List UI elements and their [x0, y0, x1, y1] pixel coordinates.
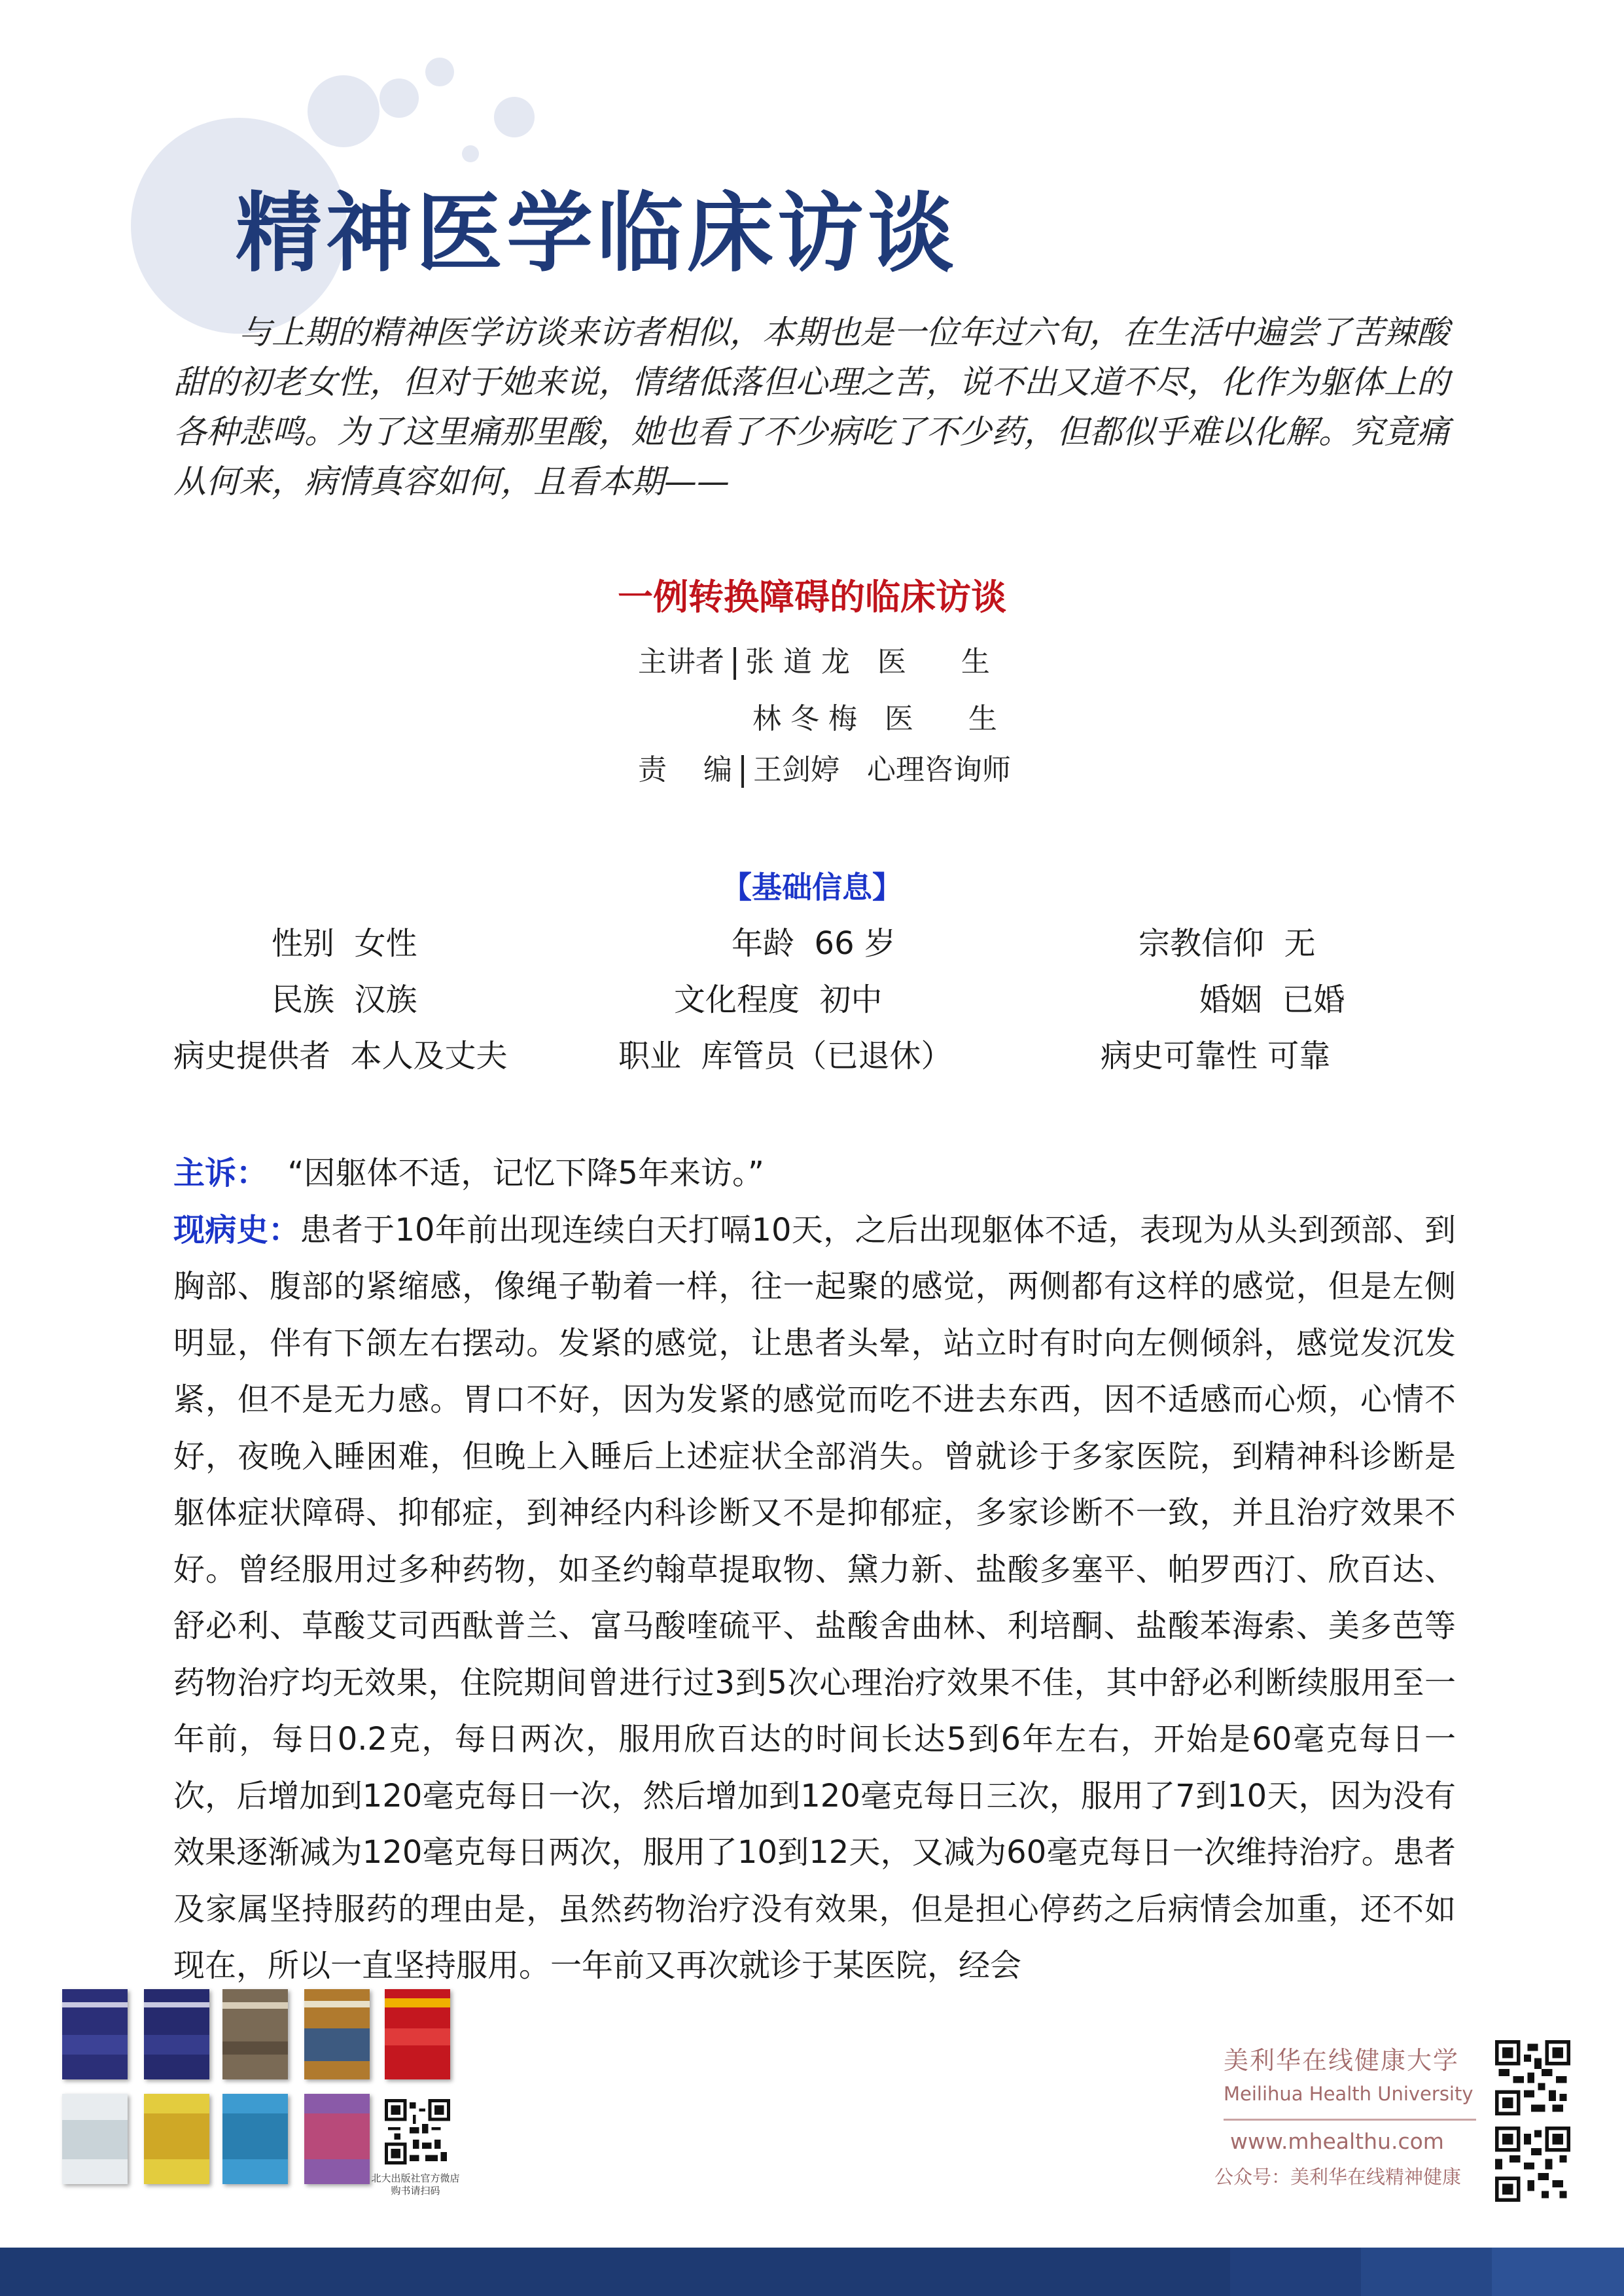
- book-cover-clinical: [385, 1989, 450, 2079]
- brand-name-en: Meilihua Health University: [1224, 2083, 1474, 2105]
- book-cover-dsm5-b: [144, 1989, 209, 2079]
- brand-wechat: 公众号：美利华在线精神健康: [1214, 2166, 1462, 2188]
- info-label: 病史提供者: [173, 1038, 331, 1074]
- separator: [733, 647, 736, 680]
- editor-name: 王剑婷 心理咨询师: [752, 753, 1011, 786]
- info-label: 婚姻: [1199, 981, 1263, 1018]
- complaint-text: “因躯体不适，记忆下降5年来访。”: [287, 1155, 764, 1192]
- info-value: 库管员（已退休）: [701, 1038, 953, 1074]
- qr-caption: 北大出版社官方微店 购书请扫码: [371, 2172, 460, 2197]
- history-text: 患者于10年前出现连续白天打嗝10天，之后出现躯体不适，表现为从头到颈部、到胸部、腹部的紧缩感，像绳子勒着一样，往一起聚的感觉，两侧都有这样的感觉，但是左侧明显，伴有下颌左右摆动。发紧的感觉，让患者头晕，站立时有时向左侧倾斜，感觉发沉发紧，但不是无力感。胃口不好，因为发紧的感觉而吃不进去东西，因不适感而心烦，心情不好，夜晚入睡困难，但晚上入睡后上述症状全部消失。曾就诊于多家医院，到精神科诊断是躯体症状障碍、抑郁症，到神经内科诊断又不是抑郁症，多家诊断不一致，并且治疗效果不好。曾经服用过多种药物，如圣约翰草提取物、黛力新、盐酸多塞平、帕罗西汀、欣百达、舒必利、草酸艾司西酞普兰、富马酸喹硫平、盐酸舍曲林、利培酮、盐酸苯海索、美多芭等药物治疗均无效果，住院期间曾进行过3到5次心理治疗效果不佳，其中舒必利断续服用至一年前，每日0.2克，每日两次，服用欣百达的时间长达5到6年左右，开始是60毫克每日一次，后增加到120毫克每日一次，然后增加到120毫克每日三次，服用了7到10天，因为没有效果逐渐减为120毫克每日两次，服用了10到12天，又减为60毫克每日一次维持治疗。患者及家属坚持服药的理由是，虽然药物治疗没有效果，但是担心停药之后病情会加重，还不如现在，所以一直坚持服用。一年前又再次就诊于某医院，经会: [173, 1211, 1456, 1984]
- decorative-circle: [462, 145, 479, 162]
- book-cover-dsm5-a: [62, 1989, 128, 2079]
- book-cover-white: [62, 2094, 128, 2184]
- case-title: 一例转换障碍的临床访谈: [618, 576, 1006, 618]
- info-value: 无: [1284, 925, 1316, 962]
- info-label: 年龄: [732, 925, 795, 962]
- presenter-label: 主讲者: [638, 645, 724, 679]
- book-cover-cyan: [222, 2094, 288, 2184]
- info-religion: [1139, 918, 1316, 963]
- info-label: 文化程度: [674, 981, 800, 1018]
- presenter-name-1: 张 道 龙 医 生: [745, 645, 990, 679]
- presenter-line-2: [752, 695, 997, 737]
- book-cover-yellow: [144, 2094, 209, 2184]
- brand-name-cn: 美利华在线健康大学: [1224, 2046, 1460, 2075]
- bottom-bar: [0, 2248, 1624, 2296]
- history-label: 现病史：: [173, 1211, 300, 1248]
- info-label: 病史可靠性: [1101, 1038, 1258, 1074]
- decorative-circle: [425, 58, 454, 86]
- case-body: [173, 1145, 1456, 1994]
- decorative-circle: [308, 75, 380, 147]
- basic-info-heading: 【基础信息】: [722, 870, 902, 905]
- info-gender: [272, 918, 417, 963]
- intro-text: 与上期的精神医学访谈来访者相似，本期也是一位年过六旬，在生活中遍尝了苦辣酸甜的初老女性，但对于她来说，情绪低落但心理之苦，说不出又道不尽，化作为躯体上的各种悲鸣。为了这里痛那里酸，她也看了不少病吃了不少药，但都似乎难以化解。究竟痛从何来，病情真容如何，且看本期——: [173, 313, 1449, 501]
- info-age: [732, 918, 896, 963]
- brand-qr-code-1[interactable]: [1495, 2040, 1570, 2115]
- separator: [741, 755, 744, 788]
- info-informant: [173, 1031, 508, 1076]
- page-title: 精神医学临床访谈: [236, 183, 958, 284]
- complaint-label: 主诉：: [173, 1155, 268, 1192]
- intro-paragraph: [173, 308, 1456, 506]
- brand-divider: [1224, 2119, 1476, 2121]
- chief-complaint: [173, 1145, 1456, 1202]
- info-value: 初中: [819, 981, 883, 1018]
- info-reliability: [1101, 1031, 1330, 1076]
- info-value: 汉族: [354, 981, 417, 1018]
- info-label: 性别: [272, 925, 335, 962]
- editor-line: [638, 746, 1011, 788]
- book-cover-orange: [304, 1989, 370, 2079]
- brand-url-link[interactable]: www.mhealthu.com: [1230, 2128, 1444, 2154]
- book-cover-brown: [222, 1989, 288, 2079]
- info-value: 女性: [354, 925, 417, 962]
- info-ethnicity: [272, 974, 417, 1019]
- info-value: 66 岁: [814, 925, 896, 962]
- info-value: 本人及丈夫: [350, 1038, 508, 1074]
- bookstore-qr-code[interactable]: [385, 2099, 450, 2164]
- presenter-name-2: 林 冬 梅 医 生: [752, 702, 997, 735]
- info-value: 已婚: [1282, 981, 1345, 1018]
- decorative-circle: [494, 97, 535, 137]
- info-label: 职业: [618, 1038, 682, 1074]
- info-education: [674, 974, 883, 1019]
- present-illness: [173, 1202, 1456, 1994]
- book-cover-purple: [304, 2094, 370, 2184]
- editor-label: 责 编: [638, 753, 732, 786]
- info-marriage: [1199, 974, 1345, 1019]
- info-label: 宗教信仰: [1139, 925, 1265, 962]
- decorative-circle: [380, 79, 419, 118]
- presenter-line-1: [638, 638, 990, 680]
- info-value: 可靠: [1267, 1038, 1331, 1074]
- info-occupation: [618, 1031, 953, 1076]
- info-label: 民族: [272, 981, 335, 1018]
- brand-qr-code-2[interactable]: [1495, 2127, 1570, 2202]
